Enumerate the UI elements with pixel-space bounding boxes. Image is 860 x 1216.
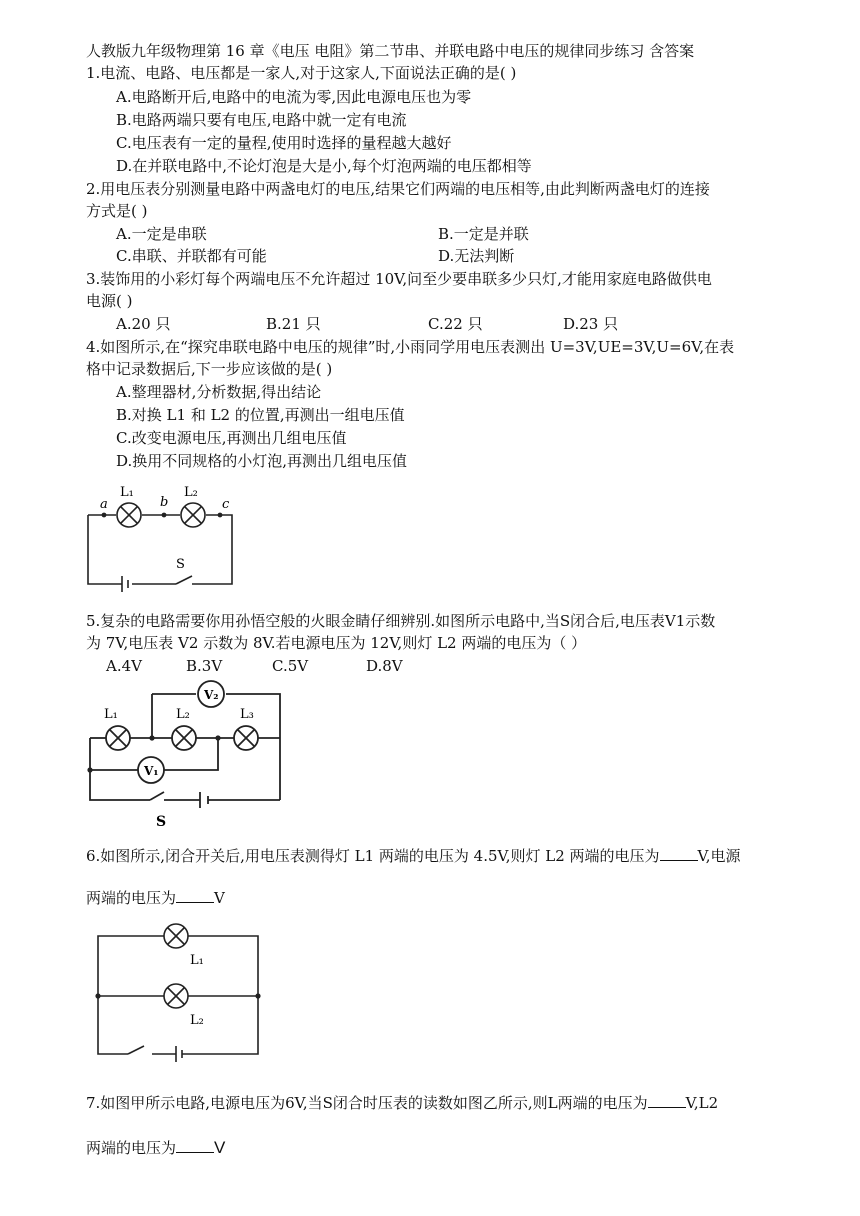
q1-stem: 1.电流、电路、电压都是一家人,对于这家人,下面说法正确的是( ) xyxy=(86,64,517,82)
q3-option-d: D.23 只 xyxy=(563,315,619,333)
q5-label-l3: L₃ xyxy=(240,707,254,722)
q3-option-c: C.22 只 xyxy=(428,315,483,333)
q4-label-a: a xyxy=(100,497,108,512)
q3-option-b: B.21 只 xyxy=(266,315,321,333)
q4-option-a: A.整理器材,分析数据,得出结论 xyxy=(116,383,322,401)
page-title: 人教版九年级物理第 16 章《电压 电阻》第二节串、并联电路中电压的规律同步练习 含答案 xyxy=(86,42,695,60)
q6-answer-blank-2[interactable] xyxy=(176,888,214,903)
q4-option-c: C.改变电源电压,再测出几组电压值 xyxy=(116,429,347,447)
q5-option-a: A.4V xyxy=(106,657,142,675)
q1-option-d: D.在并联电路中,不论灯泡是大是小,每个灯泡两端的电压都相等 xyxy=(116,157,532,175)
q5-label-l1: L₁ xyxy=(104,707,118,722)
q6-stem-text-4: V xyxy=(214,889,225,907)
q1-option-c: C.电压表有一定的量程,使用时选择的量程越大越好 xyxy=(116,134,452,152)
q4-option-d: D.换用不同规格的小灯泡,再测出几组电压值 xyxy=(116,452,408,470)
q3-stem-line1: 3.装饰用的小彩灯每个两端电压不允许超过 10V,问至少要串联多少只灯,才能用家庭电路做供电 xyxy=(86,270,712,288)
q5-circuit-diagram xyxy=(80,680,290,830)
q1-option-b: B.电路两端只要有电压,电路中就一定有电流 xyxy=(116,111,407,129)
q5-option-c: C.5V xyxy=(272,657,309,675)
q4-label-b: b xyxy=(160,495,169,510)
q4-label-c: c xyxy=(222,497,230,512)
q5-option-b: B.3V xyxy=(186,657,223,675)
q1-option-a: A.电路断开后,电路中的电流为零,因此电源电压也为零 xyxy=(116,88,472,106)
q7-answer-blank-2[interactable] xyxy=(176,1138,214,1153)
q2-option-a: A.一定是串联 xyxy=(116,225,207,243)
q6-label-l1: L₁ xyxy=(190,953,204,968)
q7-stem-text-2: V,L2 xyxy=(685,1094,719,1112)
q4-label-s: S xyxy=(176,557,185,572)
q4-label-l2: L₂ xyxy=(184,485,198,500)
q4-option-b: B.对换 L1 和 L2 的位置,再测出一组电压值 xyxy=(116,406,405,424)
q5-stem-line2: 为 7V,电压表 V2 示数为 8V.若电源电压为 12V,则灯 L2 两端的电压为（ ） xyxy=(86,634,587,652)
q2-option-b: B.一定是并联 xyxy=(438,225,529,243)
q6-stem-text-1: 6.如图所示,闭合开关后,用电压表测得灯 L1 两端的电压为 4.5V,则灯 L2 两端的电压为 xyxy=(86,847,660,865)
q6-label-l2: L₂ xyxy=(190,1013,204,1028)
q7-stem-text-1: 7.如图甲所示电路,电源电压为6V,当S闭合时压表的读数如图乙所示,则L两端的电压为 xyxy=(86,1094,648,1112)
q6-stem-line2 xyxy=(86,887,225,909)
q5-label-l2: L₂ xyxy=(176,707,190,722)
q6-stem-line1 xyxy=(86,845,741,867)
q4-stem-line1: 4.如图所示,在“探究串联电路中电压的规律”时,小雨同学用电压表测出 U=3V,UE=3V,U=6V,在表 xyxy=(86,338,735,356)
q6-stem-text-2: V,电源 xyxy=(697,847,741,865)
q2-option-c: C.串联、并联都有可能 xyxy=(116,247,267,265)
q7-stem-line1 xyxy=(86,1092,718,1114)
q7-stem-line2 xyxy=(86,1137,225,1159)
q5-stem-line1: 5.复杂的电路需要你用孙悟空般的火眼金睛仔细辨别.如图所示电路中,当S闭合后,电压表V1示数 xyxy=(86,612,716,630)
q7-stem-text-4: V xyxy=(214,1138,226,1157)
q3-stem-line2: 电源( ) xyxy=(86,292,133,310)
q5-option-d: D.8V xyxy=(366,657,403,675)
q5-label-v1: V₁ xyxy=(144,764,159,778)
q5-label-s: S xyxy=(156,814,167,830)
q6-circuit-diagram xyxy=(92,922,272,1062)
q4-stem-line2: 格中记录数据后,下一步应该做的是( ) xyxy=(86,360,333,378)
q2-stem-line1: 2.用电压表分别测量电路中两盏电灯的电压,结果它们两端的电压相等,由此判断两盏电灯的连接 xyxy=(86,180,710,198)
q4-label-l1: L₁ xyxy=(120,485,134,500)
q4-circuit-diagram xyxy=(80,484,250,594)
q6-answer-blank-1[interactable] xyxy=(660,846,698,861)
q2-option-d: D.无法判断 xyxy=(438,247,515,265)
q7-stem-text-3: 两端的电压为 xyxy=(86,1139,177,1157)
q7-answer-blank-1[interactable] xyxy=(648,1093,686,1108)
q3-option-a: A.20 只 xyxy=(116,315,171,333)
q2-stem-line2: 方式是( ) xyxy=(86,202,148,220)
q6-stem-text-3: 两端的电压为 xyxy=(86,889,177,907)
q5-label-v2: V₂ xyxy=(204,688,219,702)
